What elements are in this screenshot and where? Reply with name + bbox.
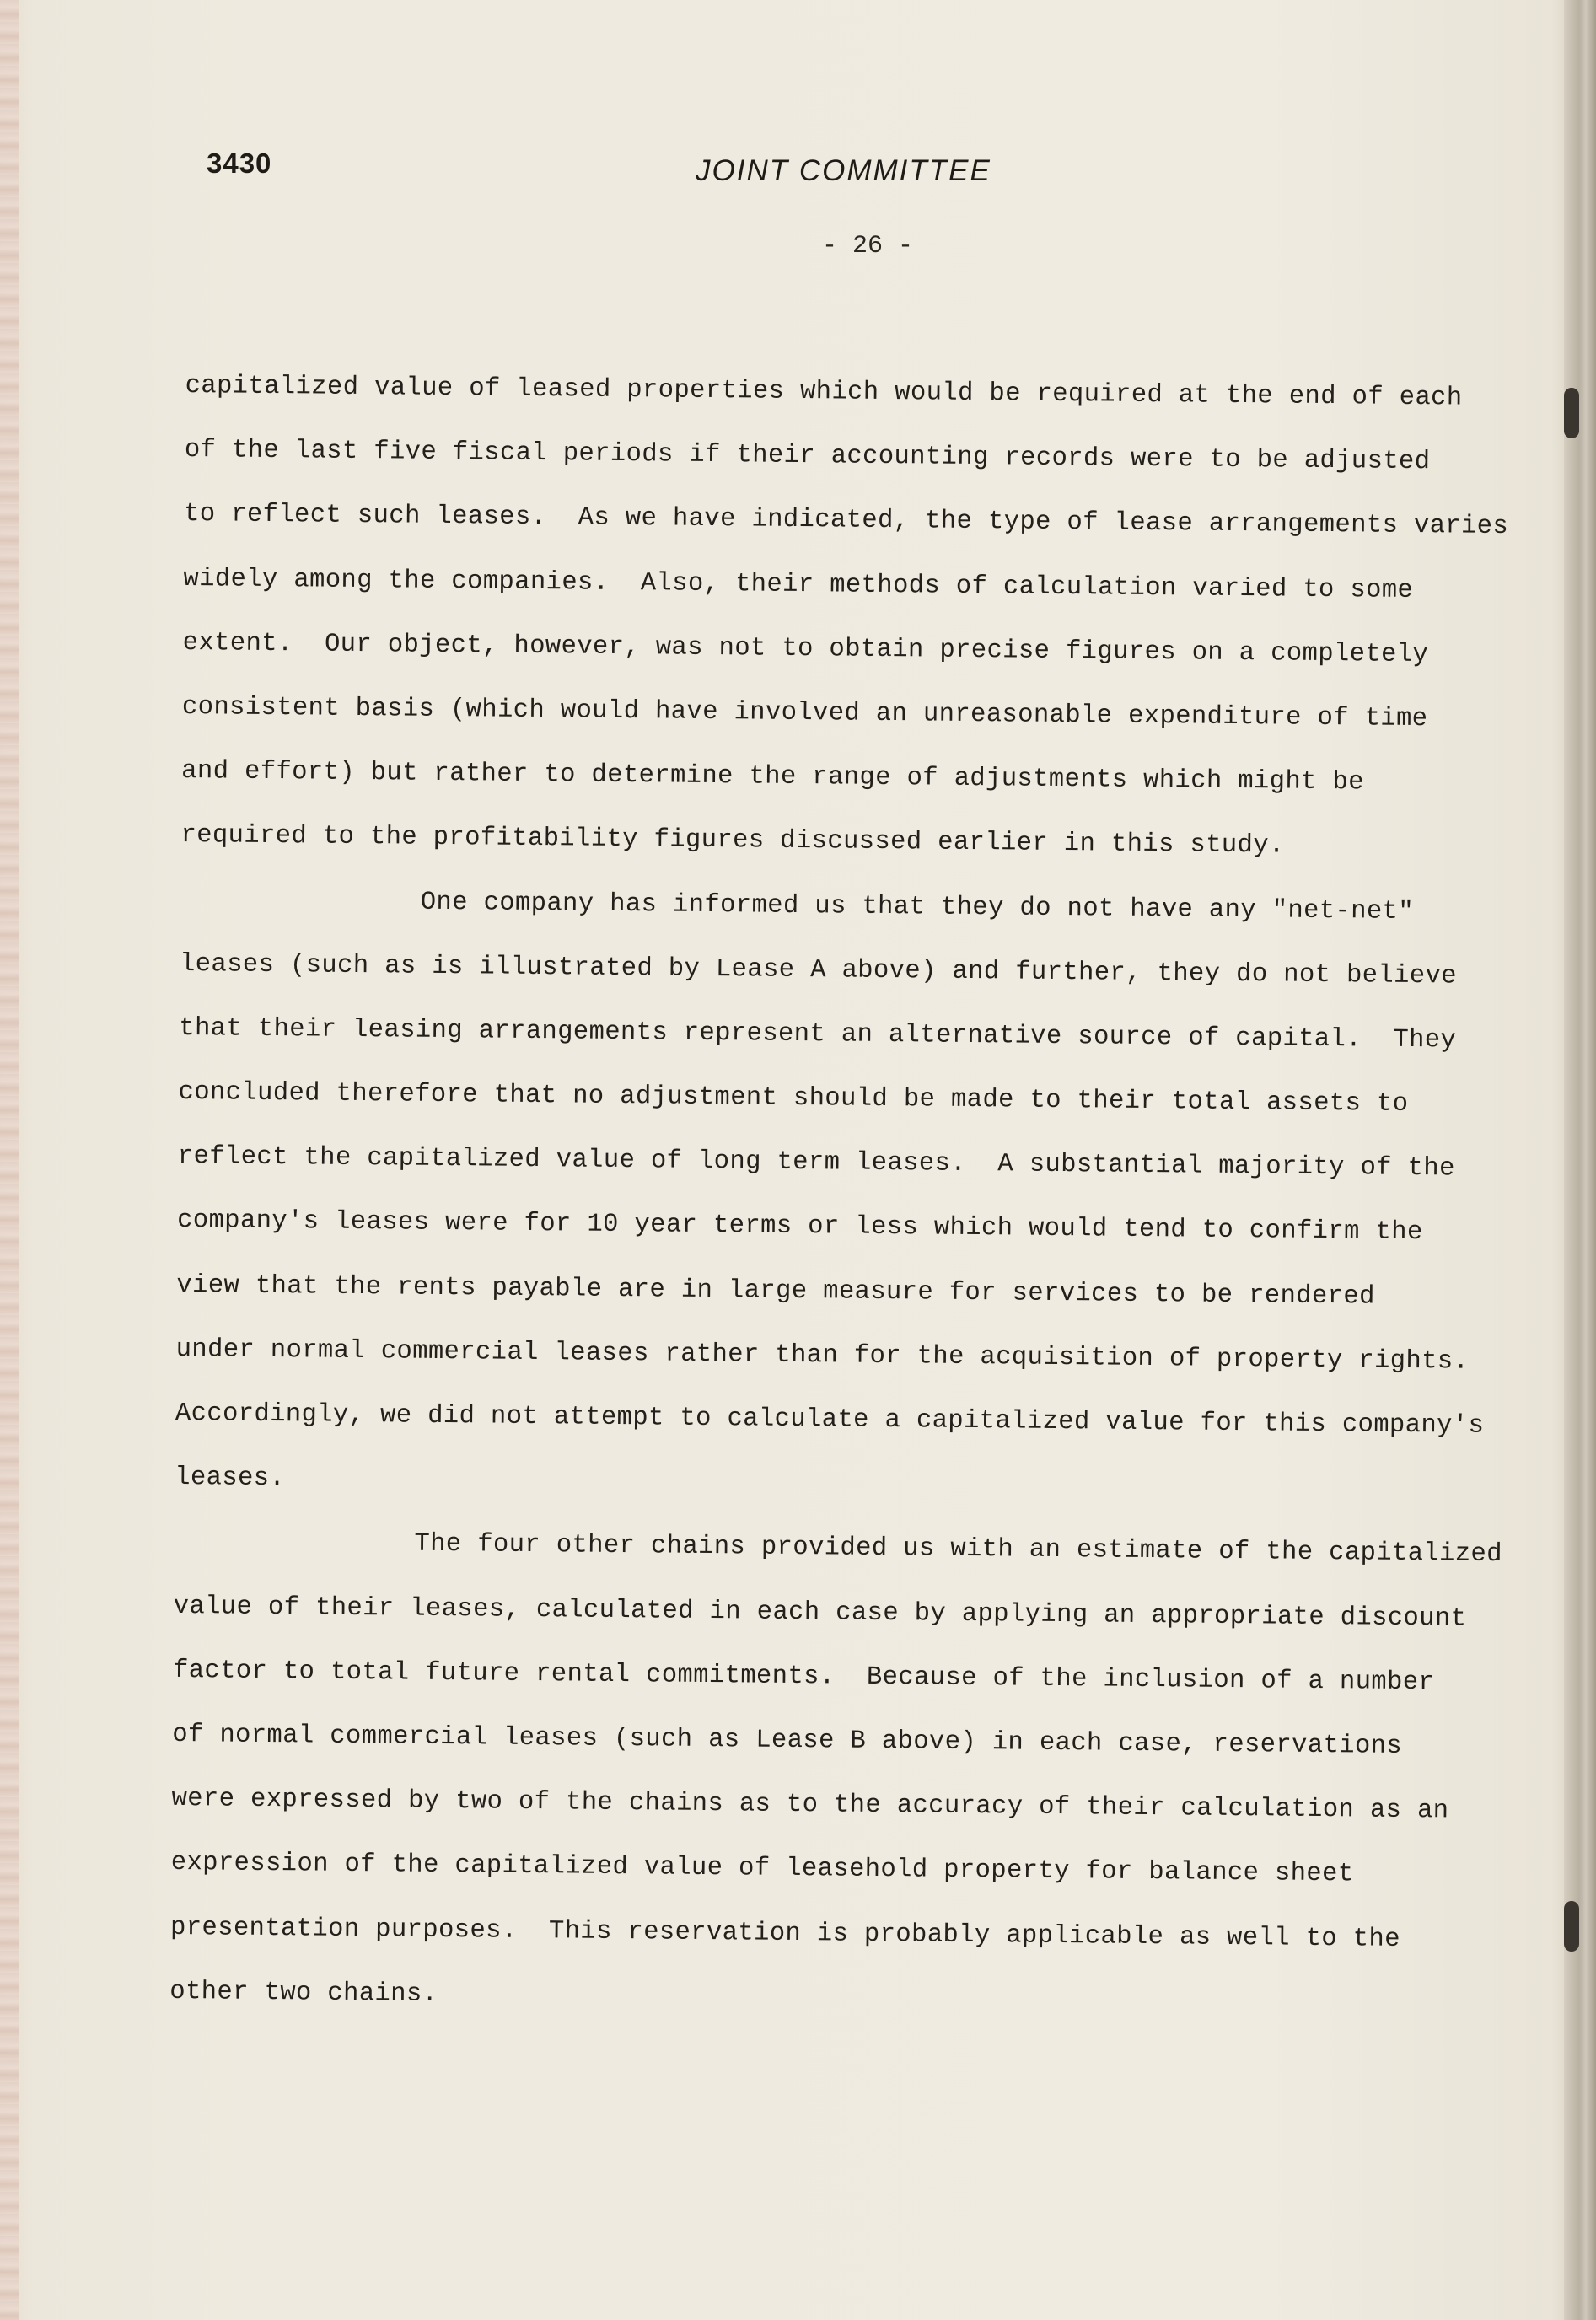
- text-line: to reflect such leases. As we have indicated, the type of lease arrangements varies: [184, 500, 1509, 542]
- running-head: JOINT COMMITTEE: [696, 154, 991, 187]
- text-line-indented: The four other chains provided us with an estimate of the capitalized: [414, 1530, 1503, 1570]
- folio-number: - 26 -: [822, 232, 914, 260]
- page-left-edge: [0, 0, 19, 2320]
- text-line: reflect the capitalized value of long term leases. A substantial majority of the: [177, 1142, 1455, 1184]
- text-line: other two chains.: [169, 1977, 438, 2009]
- text-line: view that the rents payable are in large measure for services to be rendered: [176, 1270, 1375, 1312]
- text-line: expression of the capitalized value of leasehold property for balance sheet: [170, 1849, 1354, 1889]
- text-line: concluded therefore that no adjustment should be made to their total assets to: [178, 1078, 1409, 1120]
- text-line: extent. Our object, however, was not to obtain precise figures on a completely: [182, 628, 1429, 669]
- page-header: [0, 148, 1596, 198]
- text-line: Accordingly, we did not attempt to calculate a capitalized value for this company's: [175, 1399, 1485, 1441]
- text-line: leases (such as is illustrated by Lease A above) and further, they do not believe: [179, 949, 1458, 991]
- text-line: of normal commercial leases (such as Lease B above) in each case, reservations: [172, 1720, 1403, 1761]
- text-line: leases.: [175, 1463, 286, 1494]
- text-line: widely among the companies. Also, their methods of calculation varied to some: [183, 564, 1414, 605]
- text-line: of the last five fiscal periods if their accounting records were to be adjusted: [184, 436, 1431, 477]
- text-line: capitalized value of leased properties which would be required at the end of each: [185, 371, 1463, 413]
- text-line: required to the profitability figures discussed earlier in this study.: [180, 821, 1285, 861]
- binding-hole-bottom: [1564, 1901, 1579, 1952]
- page-number: 3430: [207, 148, 272, 179]
- text-line: consistent basis (which would have involved an unreasonable expenditure of time: [181, 692, 1428, 734]
- text-line: and effort) but rather to determine the range of adjustments which might be: [181, 757, 1365, 798]
- text-line: that their leasing arrangements represent an alternative source of capital. They: [179, 1013, 1457, 1055]
- text-line: presentation purposes. This reservation is probably applicable as well to the: [169, 1913, 1401, 1954]
- text-line: under normal commercial leases rather than for the acquisition of property rights.: [175, 1335, 1470, 1377]
- text-line: factor to total future rental commitments. Because of the inclusion of a number: [172, 1656, 1435, 1698]
- text-line-indented: One company has informed us that they do not have any "net-net": [420, 888, 1415, 926]
- text-line: were expressed by two of the chains as to the accuracy of their calculation as an: [171, 1785, 1449, 1826]
- text-line: value of their leases, calculated in each case by applying an appropriate discount: [173, 1592, 1467, 1634]
- text-line: company's leases were for 10 year terms or less which would tend to confirm the: [176, 1206, 1423, 1248]
- body-text: [169, 354, 1568, 2038]
- page-binding-edge: [1564, 0, 1596, 2320]
